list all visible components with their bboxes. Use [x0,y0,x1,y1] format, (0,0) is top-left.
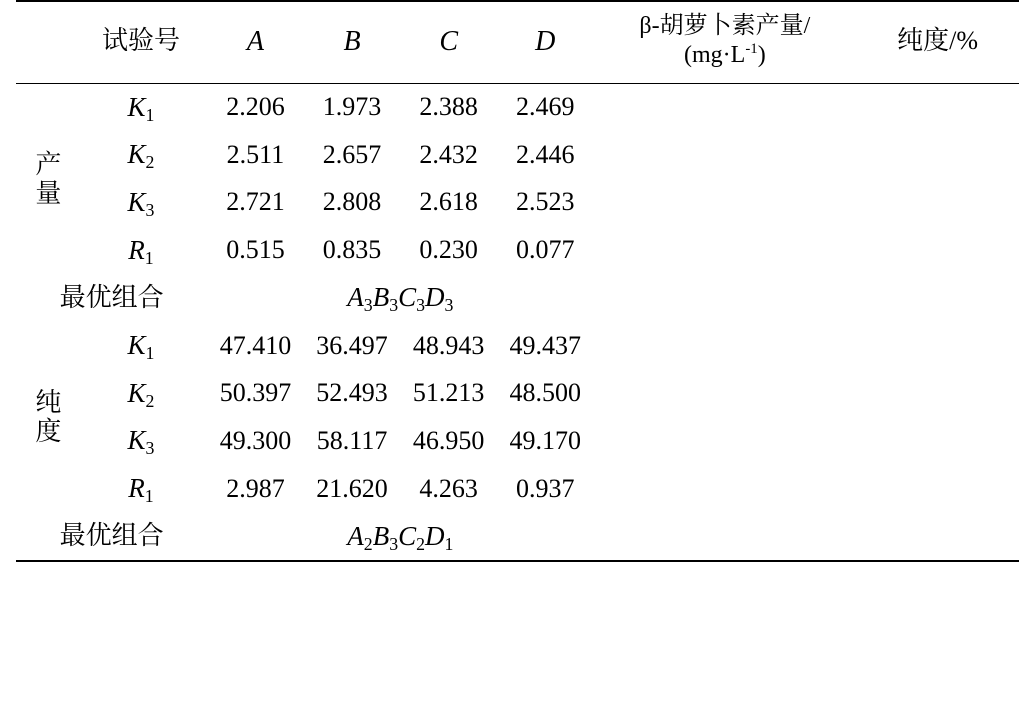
group-label-yield [16,83,75,274]
cell-a: 49.300 [219,425,292,455]
cell-c: 2.388 [419,92,478,122]
optimum-letter: D [425,282,445,313]
optimum-term-1 [347,282,373,316]
table-row [16,179,1019,227]
cell-yield [594,417,857,465]
cell-c: 46.950 [412,425,485,455]
cell-b: 2.657 [322,139,382,169]
optimum-letter: B [372,282,390,313]
optimum-letter: A [347,282,364,313]
optimum-letter: C [398,282,417,313]
optimum-label: 最优组合 [59,282,164,312]
group-label-char-1: 产 [35,149,62,179]
row-name-k3 [75,179,207,227]
cell-c: 0.230 [419,235,478,265]
optimum-term-3 [398,282,426,316]
cell-purity [856,417,1019,465]
row-name-k3 [75,417,207,465]
table-row [16,131,1019,179]
cell-b: 52.493 [316,378,388,408]
row-name-sub: 1 [145,104,155,125]
cell-d: 2.469 [516,92,575,122]
cell-purity [856,322,1019,370]
optimum-sub: 3 [416,295,426,316]
cell-a: 2.206 [226,92,285,122]
header-yield-line1: β-胡萝卜素产量/ [639,13,811,39]
cell-yield [594,83,857,131]
optimum-letter: A [347,520,364,551]
table-row [16,322,1019,370]
row-name-letter: K [127,186,146,217]
optimum-term-2 [372,520,399,554]
table-header [16,1,1019,83]
cell-d: 0.077 [516,235,575,265]
group-label-purity [16,322,75,513]
optimum-sub: 2 [363,533,373,554]
table-row [16,417,1019,465]
row-name-k2 [75,370,207,418]
cell-c: 48.943 [412,330,485,360]
optimum-combination [207,274,593,322]
cell-c: 51.213 [412,378,485,408]
row-name-letter: K [127,91,146,122]
cell-b: 21.620 [316,473,388,503]
orthogonal-analysis-table [16,0,1019,562]
cell-purity [856,131,1019,179]
cell-yield [594,465,857,513]
cell-purity [856,83,1019,131]
group-label-char-1: 纯 [35,388,62,418]
cell-c: 2.432 [419,139,478,169]
cell-yield [594,370,857,418]
optimum-row-purity [16,513,1019,562]
cell-purity [856,179,1019,227]
cell-purity [856,227,1019,275]
cell-d: 2.523 [516,187,575,217]
header-group-blank [16,1,75,83]
row-name-k1 [75,322,207,370]
cell-b: 0.835 [322,235,382,265]
group-label-char-2: 量 [35,178,62,208]
row-name-sub: 3 [145,438,155,459]
optimum-sub: 3 [389,533,399,554]
cell-a: 2.721 [226,187,285,217]
optimum-label: 最优组合 [59,521,164,551]
row-name-sub: 1 [144,247,154,268]
row-name-k2 [75,131,207,179]
cell-d: 49.437 [509,330,582,360]
optimum-yield-blank [594,513,857,562]
table-row [16,83,1019,131]
header-factor-c: C [439,25,458,57]
cell-a: 2.987 [226,473,285,503]
optimum-sub: 1 [444,533,454,554]
optimum-letter: D [425,520,445,551]
header-factor-b: B [343,25,361,57]
header-factor-d: D [535,25,556,57]
optimum-row-yield [16,274,1019,322]
table-header-row [16,1,1019,83]
row-name-sub: 1 [145,342,155,363]
cell-d: 48.500 [509,378,582,408]
optimum-combination [207,513,593,562]
row-name-letter: K [127,329,146,360]
optimum-letter: B [372,520,390,551]
row-name-letter: K [127,139,146,170]
table-row [16,227,1019,275]
header-yield-line2: $(mg\cdot L^{-1})$ [684,41,766,69]
cell-yield [594,131,857,179]
row-name-letter: K [127,377,146,408]
header-yield [594,1,857,83]
header-trial: 试验号 [101,25,180,55]
optimum-term-2 [372,282,399,316]
group-label-char-2: 度 [35,417,62,447]
row-name-r1 [75,227,207,275]
row-name-letter: K [127,425,146,456]
table-body [16,83,1019,561]
cell-a: 47.410 [219,330,292,360]
cell-c: 2.618 [419,187,478,217]
cell-yield [594,227,857,275]
optimum-sub: 3 [444,295,454,316]
optimum-purity-blank [856,274,1019,322]
cell-a: 0.515 [226,235,285,265]
row-name-sub: 2 [145,152,155,173]
cell-purity [856,370,1019,418]
optimum-term-3 [398,520,426,554]
optimum-yield-blank [594,274,857,322]
cell-purity [856,465,1019,513]
optimum-sub: 3 [389,295,399,316]
cell-a: 50.397 [219,378,292,408]
cell-d: 0.937 [516,473,575,503]
cell-a: 2.511 [226,139,285,169]
row-name-letter: R [128,473,145,504]
optimum-sub: 3 [363,295,373,316]
optimum-term-4 [425,520,454,554]
header-factor-a: A [246,25,264,57]
optimum-term-4 [425,282,454,316]
cell-b: 1.973 [322,92,382,122]
optimum-letter: C [398,520,417,551]
cell-b: 36.497 [316,330,388,360]
table-row [16,465,1019,513]
optimum-sub: 2 [416,533,426,554]
row-name-k1 [75,83,207,131]
cell-d: 49.170 [509,425,582,455]
optimum-term-1 [347,520,373,554]
row-name-sub: 1 [144,486,154,507]
header-purity: 纯度/% [897,25,979,55]
row-name-r1 [75,465,207,513]
cell-d: 2.446 [516,139,575,169]
cell-c: 4.263 [419,473,478,503]
cell-b: 58.117 [316,425,388,455]
row-name-sub: 2 [145,390,155,411]
cell-b: 2.808 [322,187,382,217]
cell-yield [594,179,857,227]
row-name-sub: 3 [145,199,155,220]
optimum-purity-blank [856,513,1019,562]
table-row [16,370,1019,418]
cell-yield [594,322,857,370]
row-name-letter: R [128,234,145,265]
